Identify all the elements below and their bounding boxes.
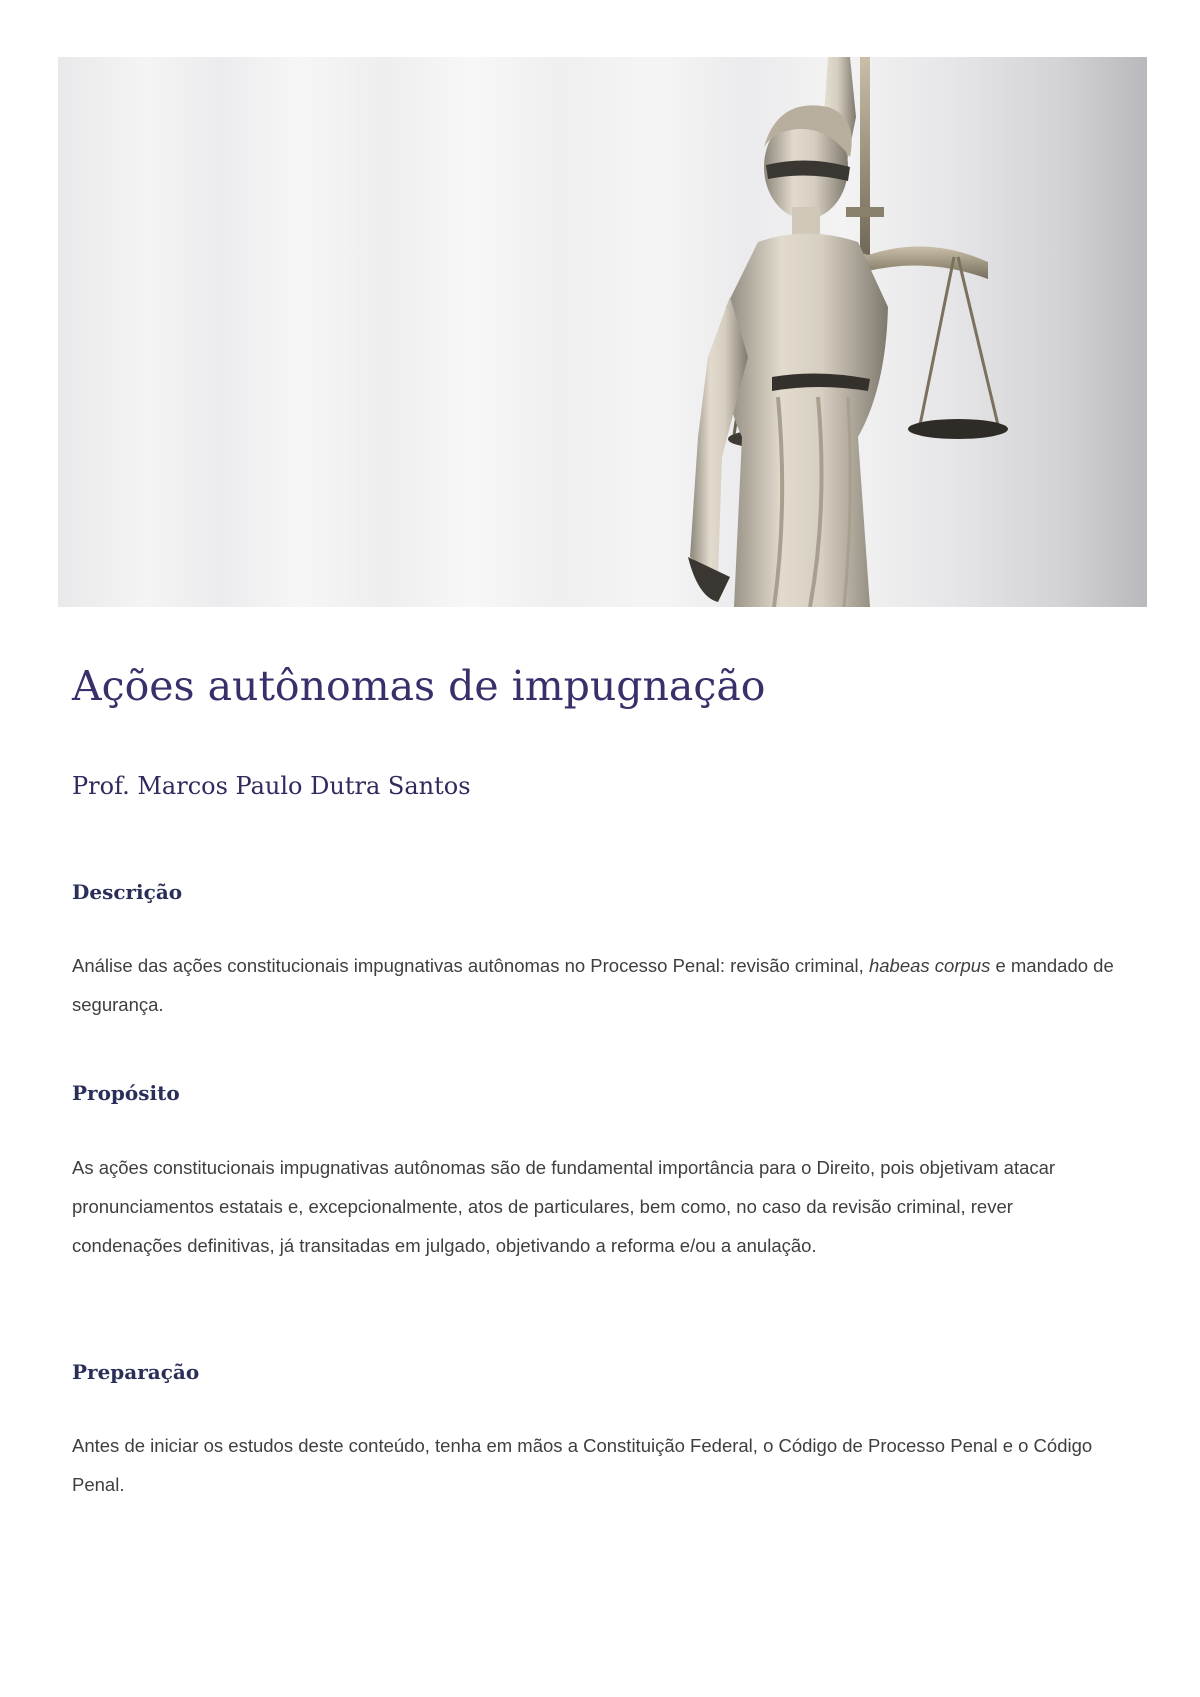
descricao-text-part-1: Análise das ações constitucionais impugnativas autônomas no Processo Penal: revisão criminal,	[72, 955, 869, 976]
section-heading-proposito: Propósito	[72, 1081, 180, 1105]
hero-banner	[58, 57, 1147, 607]
section-text-descricao	[72, 946, 1122, 1024]
page-title: Ações autônomas de impugnação	[72, 662, 766, 710]
descricao-text-italic: habeas corpus	[868, 955, 991, 976]
section-heading-descricao: Descrição	[72, 880, 183, 904]
descricao-text-part-2: e mandado de segurança.	[72, 955, 1114, 1015]
author-name: Prof. Marcos Paulo Dutra Santos	[72, 772, 471, 800]
statue-of-justice-image	[58, 57, 1147, 607]
section-text-proposito: As ações constitucionais impugnativas autônomas são de fundamental importância para o Direito, pois objetivam atacar pronunciamentos estatais e, excepcionalmente, atos de particulares, bem como, no caso da revisão criminal, rever condenações definitivas, já transitadas em julgado, objetivando a reforma e/ou a anulação.	[72, 1157, 1056, 1256]
section-text-preparacao: Antes de iniciar os estudos deste conteúdo, tenha em mãos a Constituição Federal, o Código de Processo Penal e o Código Penal.	[72, 1435, 1093, 1495]
section-heading-preparacao: Preparação	[72, 1360, 200, 1384]
